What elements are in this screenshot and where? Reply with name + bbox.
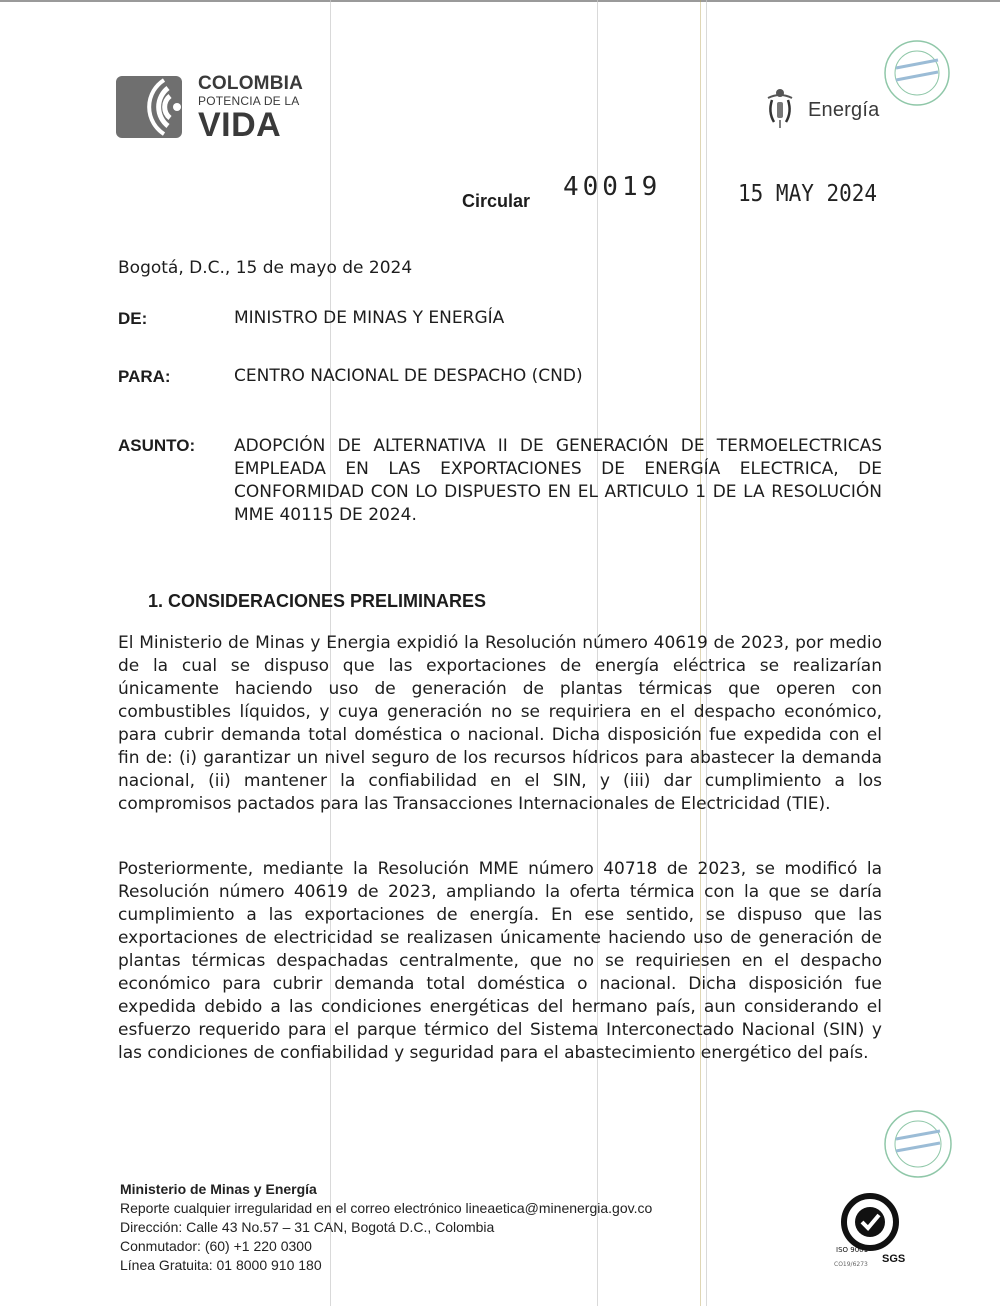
colombia-logo	[114, 74, 314, 144]
logo-life-text: VIDA	[198, 106, 282, 144]
energia-logo	[760, 86, 890, 130]
to-value: CENTRO NACIONAL DE DESPACHO (CND)	[234, 366, 583, 386]
paragraph: El Ministerio de Minas y Energia expidió la Resolución número 40619 de 2023, por medio de la cual se dispuso que las exportaciones de energía eléctrica se realizarían únicamente haciendo uso de generación de plantas térmicas que operen con combustibles líquidos, y cuya generación no se requiriera en el despacho económico, para cubrir demanda total doméstica o nacional. Dicha disposición fue expedida con el fin de: (i) garantizar un nivel seguro de los recursos hídricos para abastecer la demanda nacional, (ii) mantener la confiabilidad en el SIN, y (iii) dar cumplimiento a los compromisos pactados para las Transacciones Internacionales de Electricidad (TIE).	[118, 633, 882, 814]
paragraph: Posteriormente, mediante la Resolución MME número 40718 de 2023, se modificó la Resolución número 40619 de 2023, ampliando la oferta térmica con la que se daría cumplimiento a las exportaciones de energía. En ese sentido, se dispuso que las exportaciones de electricidad se realizasen únicamente haciendo uso de generación de plantas térmicas despachadas centralmente, que no se requiriesen en el despacho económico para cubrir demanda total doméstica o nacional. Dicha disposición fue expedida debido a las condiciones energéticas del hermano país, aun considerando el esfuerzo requerido para el parque térmico del Sistema Interconectado Nacional (SIN) y las condiciones de confiabilidad y seguridad para el abastecimiento energético del país.	[118, 859, 882, 1063]
subject-value: ADOPCIÓN DE ALTERNATIVA II DE GENERACIÓN DE TERMOELECTRICAS EMPLEADA EN LAS EXPORTACIONES DE ENERGÍA ELECTRICA, DE CONFORMIDAD CON LO DISPUESTO EN EL ARTICULO 1 DE LA RESOLUCIÓN MME 40115 DE 2024.	[234, 436, 882, 525]
document-date: Bogotá, D.C., 15 de mayo de 2024	[118, 258, 413, 278]
footer	[120, 1180, 652, 1275]
circular-stamp-date: 15 MAY 2024	[738, 180, 878, 207]
from-value: MINISTRO DE MINAS Y ENERGÍA	[234, 308, 505, 328]
cert-standard-text: ISO 9001	[836, 1246, 869, 1254]
circular-number: 40019	[563, 172, 662, 202]
footer-tollfree-line: Línea Gratuita: 01 8000 910 180	[120, 1257, 322, 1273]
footer-phone-line: Conmutador: (60) +1 220 0300	[120, 1238, 312, 1254]
footer-address-line: Dirección: Calle 43 No.57 – 31 CAN, Bogotá D.C., Colombia	[120, 1219, 495, 1235]
logo-tagline-text: POTENCIA DE LA	[198, 94, 300, 108]
cert-code-text: CO19/6273	[834, 1261, 868, 1268]
footer-report-line: Reporte cualquier irregularidad en el correo electrónico lineaetica@minenergia.gov.co	[120, 1200, 653, 1216]
colombia-waves-icon	[114, 74, 184, 140]
circular-label: Circular	[462, 191, 531, 211]
iso-certification-seal-icon	[832, 1188, 912, 1268]
logo-country-text: COLOMBIA	[198, 73, 304, 94]
footer-organization: Ministerio de Minas y Energía	[120, 1181, 317, 1197]
from-label: DE:	[118, 309, 148, 328]
section-title: 1. CONSIDERACIONES PRELIMINARES	[148, 591, 487, 611]
energia-cambio-stamp-icon	[882, 38, 952, 108]
energia-cambio-stamp-icon	[882, 1108, 954, 1180]
subject-label: ASUNTO:	[118, 436, 196, 455]
cert-certifier-text: SGS	[882, 1253, 906, 1265]
energia-logo-text: Energía	[808, 99, 880, 121]
coat-of-arms-icon	[760, 86, 800, 130]
to-label: PARA:	[118, 367, 171, 386]
scan-top-edge	[0, 0, 1000, 2]
